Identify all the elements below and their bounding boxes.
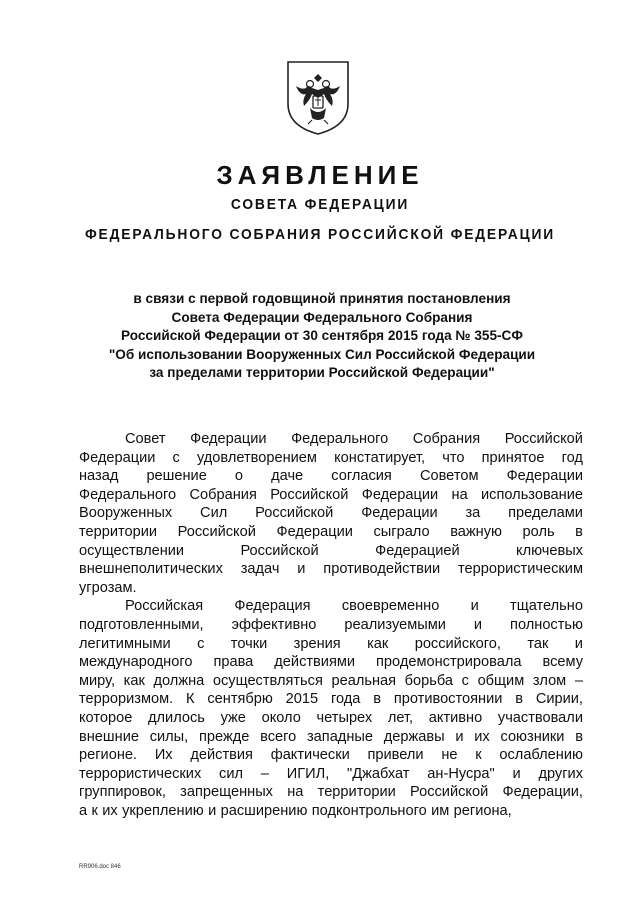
body-line: Федерации с удовлетворением констатирует, что принятое год [79,449,583,466]
body-line: террористических сил – ИГИЛ, "Джабхат ан-Нусра" и других [79,765,583,782]
body-line: миру, как должна осуществляться реальная борьба с общим злом – [79,672,583,689]
subject-line: Российской Федерации от 30 сентября 2015 года № 355-СФ [121,328,523,344]
subject-heading [72,290,572,383]
body-line: легитимными с точки зрения как российского, так и [79,635,583,652]
body-line: группировок, запрещенных на территории Российской Федерации, [79,784,583,801]
subject-line: "Об использовании Вооруженных Сил Российской Федерации [108,346,536,362]
body-line: внешнеполитических задач и противодействии террористическим [79,561,583,578]
body-line: Вооруженных Сил Российской Федерации за пределами [79,505,583,522]
body-line: внешние силы, прежде всего западные державы и их союзники в [79,728,583,745]
issuer-line-1: СОВЕТА ФЕДЕРАЦИИ [230,196,410,213]
document-title: ЗАЯВЛЕНИЕ [216,160,424,190]
document-code: RR906.doc 846 [79,864,121,870]
subject-line: Совета Федерации Федерального Собрания [171,309,473,325]
body-line: осуществлении Российской Федерацией ключевых [79,542,583,559]
body-line: подготовленными, эффективно реализуемыми и полностью [79,616,583,633]
body-line: которое длилось уже около четырех лет, активно участвовали [79,709,583,726]
body-line: терроризмом. К сентябрю 2015 года в противостоянии в Сирии, [79,691,583,708]
body-line: Российская Федерация своевременно и тщательно [125,598,583,615]
statement-body [79,430,583,820]
body-line: угрозам. [79,579,137,596]
coat-of-arms-emblem [284,60,352,136]
subject-line: за пределами территории Российской Федерации" [149,365,495,381]
subject-line: в связи с первой годовщиной принятия постановления [133,291,511,306]
body-line: назад решение о даче согласия Советом Федерации [79,468,583,485]
body-line: территории Российской Федерации сыграло важную роль в [79,523,583,540]
issuer-line-2: ФЕДЕРАЛЬНОГО СОБРАНИЯ РОССИЙСКОЙ ФЕДЕРАЦИИ [84,226,556,243]
body-line: Совет Федерации Федерального Собрания Российской [125,431,583,447]
body-line: а к их укреплению и расширению подконтрольного им региона, [79,802,512,819]
body-line: регионе. Их действия фактически привели не к ослаблению [79,747,583,764]
body-line: международного права действиями продемонстрировала всему [79,654,583,671]
body-line: Федерального Собрания Российской Федерации на использование [79,486,583,503]
